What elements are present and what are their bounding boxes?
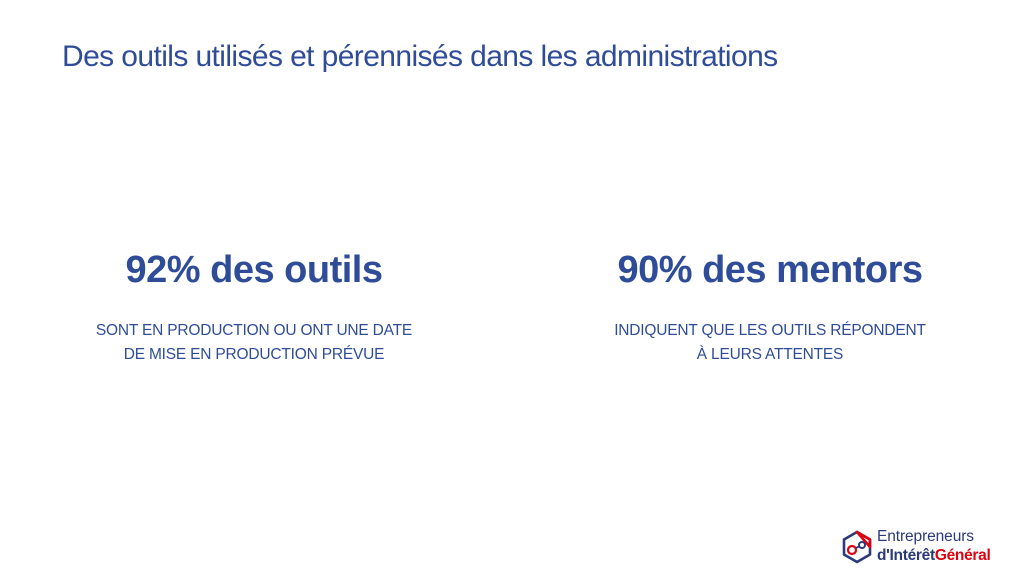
stat-headline: 92% des outils (125, 249, 383, 291)
logo-text-part1: d'Intérêt (877, 547, 935, 564)
stat-description (44, 319, 464, 367)
stat-description-line: INDIQUENT QUE LES OUTILS RÉPONDENT (614, 322, 926, 339)
logo-text-part2: Général (934, 547, 991, 564)
stat-description-line: DE MISE EN PRODUCTION PRÉVUE (123, 346, 385, 363)
stat-description (560, 319, 980, 367)
hexagon-network-icon (840, 530, 874, 564)
stat-block-tools (44, 246, 464, 367)
stat-description-line: SONT EN PRODUCTION OU ONT UNE DATE (95, 322, 413, 339)
stat-description-line: À LEURS ATTENTES (696, 346, 844, 363)
stat-headline: 90% des mentors (617, 249, 923, 291)
stat-block-mentors (560, 246, 980, 367)
logo-text-line2 (877, 547, 990, 565)
logo-text-line1: Entrepreneurs (877, 528, 974, 545)
slide-title: Des outils utilisés et pérennisés dans les administrations (62, 40, 778, 73)
eig-logo (840, 526, 1020, 570)
